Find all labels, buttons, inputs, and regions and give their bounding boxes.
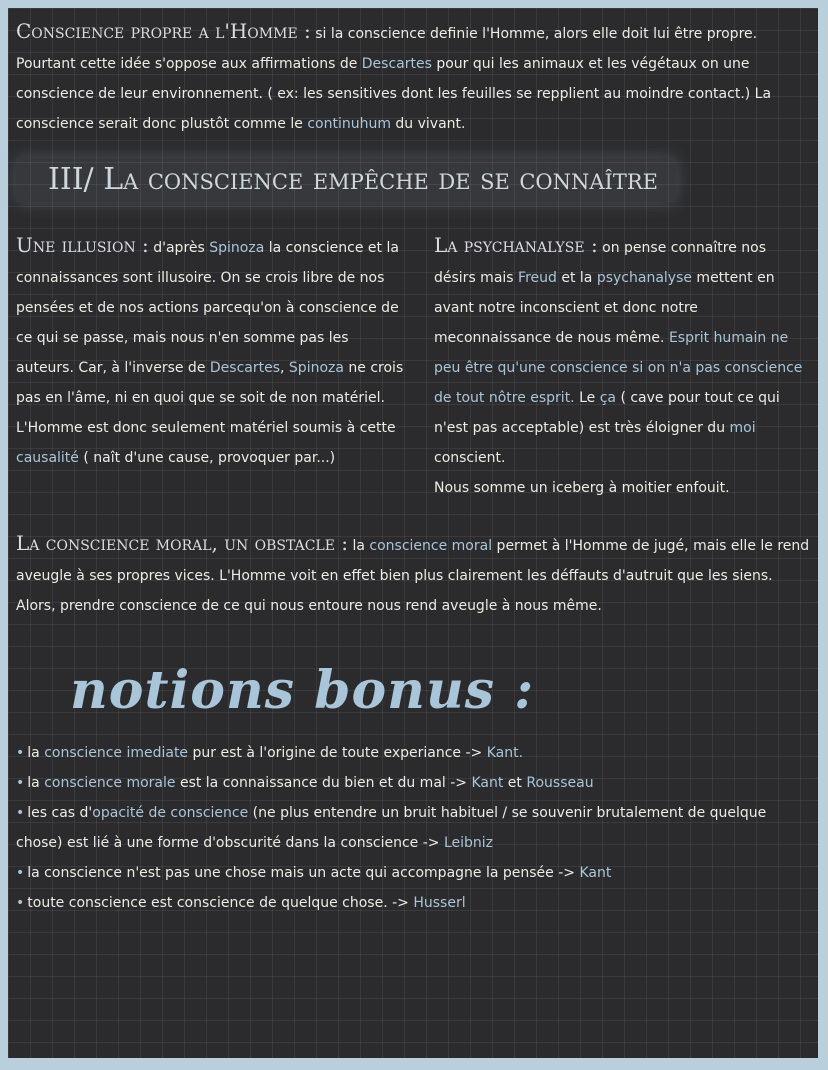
item-term: conscience imediate: [44, 745, 189, 761]
item-text: et: [503, 775, 527, 791]
term-psychanalyse: psychanalyse: [596, 270, 692, 286]
term-conscience-moral: conscience moral: [369, 538, 493, 554]
name-descartes: Descartes: [209, 360, 281, 376]
item-author: Kant: [579, 865, 612, 881]
list-item: [16, 768, 816, 798]
bonus-list: [16, 738, 816, 918]
section-text: d'après: [148, 240, 210, 256]
item-text: la conscience n'est pas une chose mais un acte qui accompagne la pensée ->: [27, 865, 580, 881]
section-text: mettent en avant notre inconscient et donc notre meconnaissance de nous même.: [434, 270, 775, 346]
section-text: permet à l'Homme de jugé, mais elle le rend aveugle à ses propres vices. L'Homme voit en effet bien plus clairement les déffauts d'autruit que les siens. Alors, prendre conscience de ce qui nous entoure nous rend aveugle à nous même.: [16, 538, 810, 614]
section-conscience-propre: [16, 16, 811, 139]
bullet-icon: •: [16, 775, 25, 791]
section-text: Nous somme un iceberg à moitier enfouit.: [434, 480, 730, 496]
section-text: pour qui les animaux et les végétaux on une conscience de leur environnement. ( ex: les sensitives dont les feuilles se repplient au moindre contact.) La conscience serait donc plustôt comme le: [16, 56, 772, 132]
section-psychanalyse: [434, 230, 812, 503]
item-author: Husserl: [413, 895, 466, 911]
part-title: III/ La conscience empêche de se connaître: [48, 162, 659, 197]
notes-page: [8, 8, 818, 1058]
item-text: les cas d': [27, 805, 93, 821]
title-banner: [16, 158, 676, 202]
section-text: si la conscience definie l'Homme, alors elle doit lui être propre. Pourtant cette idée s'oppose aux affirmations de: [16, 26, 758, 72]
section-text: du vivant.: [390, 116, 466, 132]
name-spinoza: Spinoza: [288, 360, 344, 376]
term-causalite: causalité: [16, 450, 79, 466]
section-text: ( cave pour tout ce qui n'est pas acceptable) est très éloigner du: [434, 390, 780, 436]
section-text: conscient.: [434, 450, 506, 466]
section-text: on pense connaître nos désirs mais: [434, 240, 766, 286]
section-text: ( naît d'une cause, provoquer par...): [78, 450, 336, 466]
item-term: opacité de conscience: [92, 805, 249, 821]
item-text: la: [27, 745, 45, 761]
bullet-icon: •: [16, 805, 25, 821]
section-text: la conscience et la connaissances sont illusoire. On se crois libre de nos pensées et de nos actions parcequ'on à conscience de ce qui se passe, mais nous n'en somme pas les auteurs. Car, à l'inverse de: [16, 240, 399, 376]
section-text: et la: [556, 270, 597, 286]
list-item: [16, 888, 816, 918]
item-text: toute conscience est conscience de quelque chose. ->: [27, 895, 414, 911]
bullet-icon: •: [16, 865, 25, 881]
item-author: Rousseau: [526, 775, 594, 791]
item-text: la: [27, 775, 45, 791]
bullet-icon: •: [16, 745, 25, 761]
section-heading: Une illusion :: [16, 233, 149, 257]
section-heading: Conscience propre a l'Homme :: [16, 19, 311, 43]
section-text: L'Homme est donc seulement matériel soumis à cette: [16, 420, 396, 436]
list-item: [16, 798, 816, 858]
term-moi: moi: [729, 420, 756, 436]
item-author: Kant: [471, 775, 504, 791]
name-descartes: Descartes: [361, 56, 432, 72]
section-heading: La conscience moral, un obstacle :: [16, 531, 349, 555]
section-text: Le: [574, 390, 600, 406]
list-item: [16, 738, 816, 768]
term-ca: ça: [599, 390, 616, 406]
item-text: (ne plus entendre un bruit habituel / se souvenir brutalement de quelque chose) est lié à une forme d'obscurité dans la conscience ->: [16, 805, 767, 851]
list-item: [16, 858, 816, 888]
item-author: Kant.: [486, 745, 524, 761]
section-text: la: [348, 538, 370, 554]
highlight-esprit: Esprit humain ne peu être qu'une conscience si on n'a pas conscience de tout nôtre esprit.: [434, 330, 803, 406]
section-conscience-moral: [16, 528, 811, 621]
item-text: pur est à l'origine de toute experiance ->: [188, 745, 487, 761]
item-term: conscience morale: [44, 775, 176, 791]
section-illusion: [16, 230, 404, 473]
section-heading: La psychanalyse :: [434, 233, 598, 257]
bullet-icon: •: [16, 895, 25, 911]
name-freud: Freud: [518, 270, 557, 286]
section-text: ne crois pas en l'âme, ni en quoi que se soit de non matériel.: [16, 360, 404, 406]
separator: ,: [280, 360, 289, 376]
bonus-title: notions bonus :: [70, 660, 535, 721]
term-continuum: continuhum: [307, 116, 391, 132]
item-text: est la connaissance du bien et du mal ->: [175, 775, 472, 791]
item-author: Leibniz: [443, 835, 493, 851]
name-spinoza: Spinoza: [209, 240, 265, 256]
